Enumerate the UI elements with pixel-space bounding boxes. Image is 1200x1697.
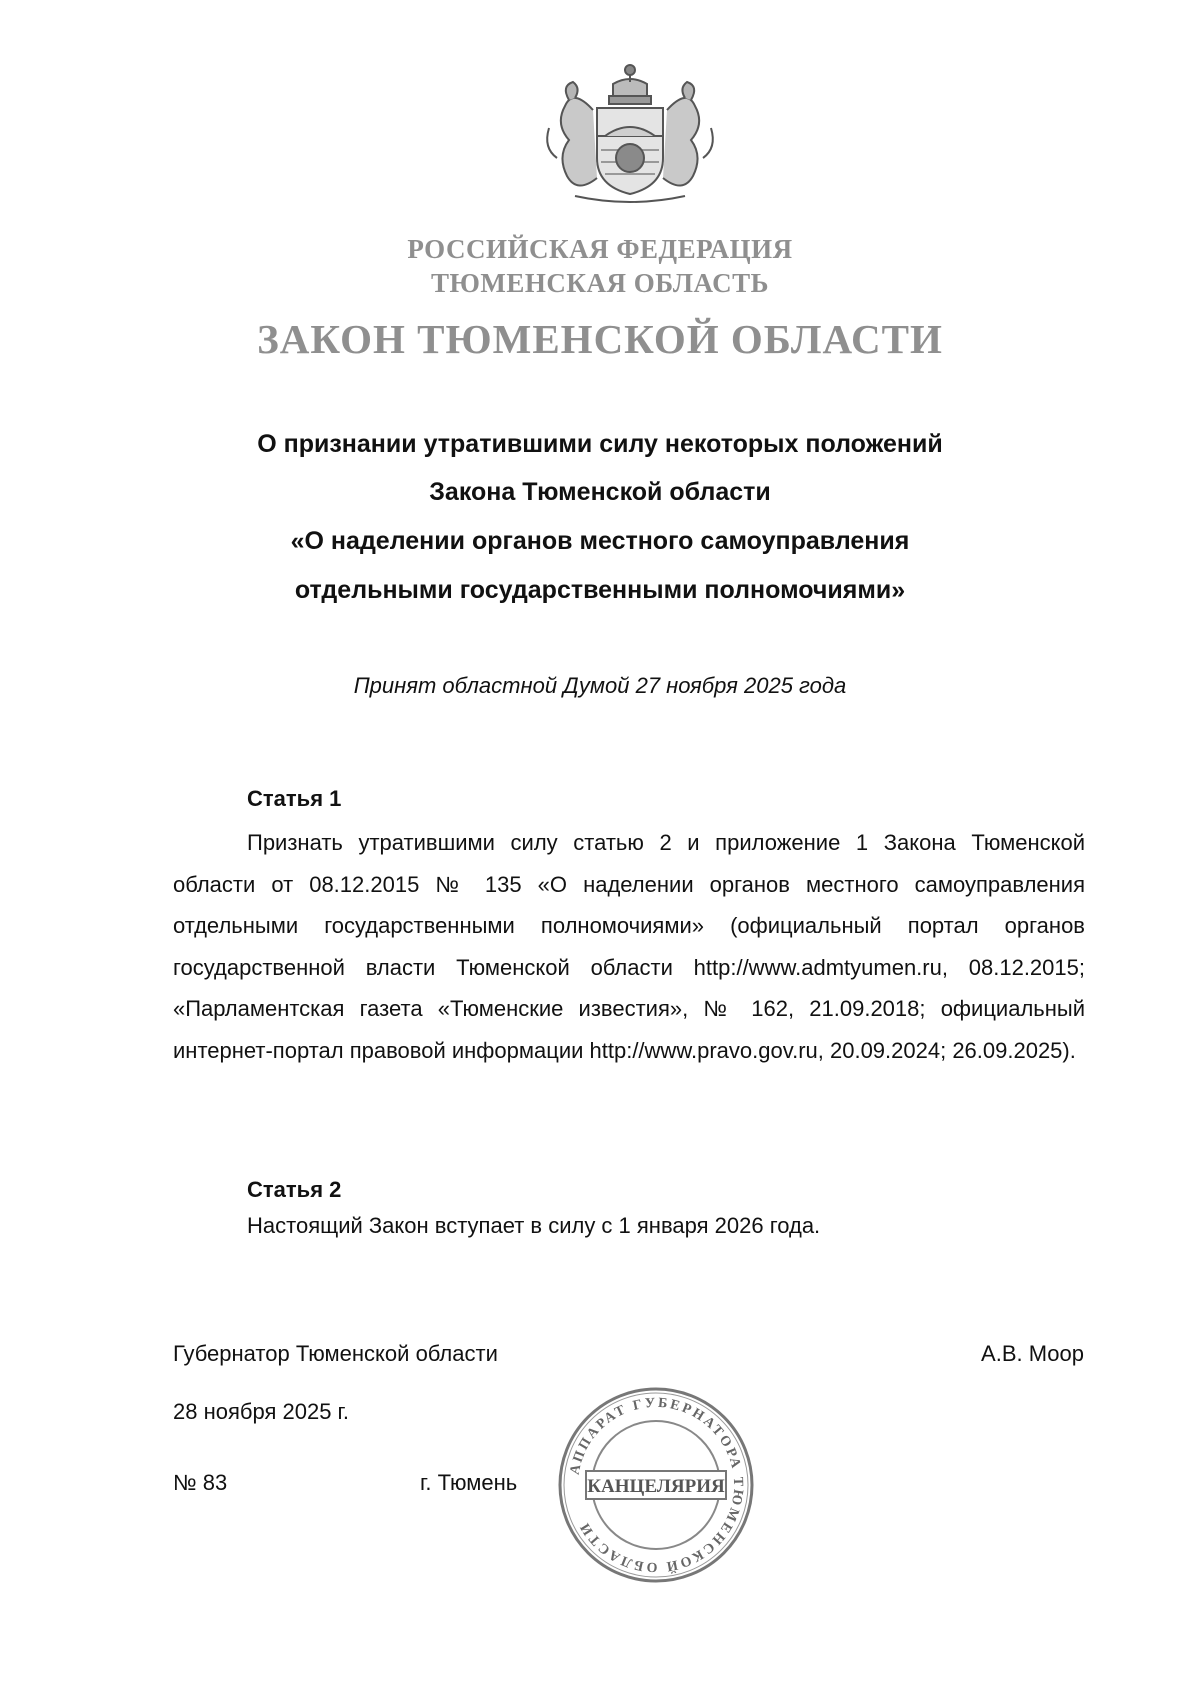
header-region: ТЮМЕНСКАЯ ОБЛАСТЬ — [430, 268, 770, 298]
article-1-heading: Статья 1 — [247, 786, 342, 811]
stamp-center-text: КАНЦЕЛЯРИЯ — [587, 1476, 725, 1497]
office-stamp — [556, 1385, 756, 1585]
law-number: № 83 — [173, 1470, 228, 1495]
stamp-ring-text: АППАРАТ ГУБЕРНАТОРА ТЮМЕНСКОЙ ОБЛАСТИ — [567, 1395, 746, 1575]
law-title-line-4: отдельными государственными полномочиями» — [294, 576, 906, 604]
header-doc-type: ЗАКОН ТЮМЕНСКОЙ ОБЛАСТИ — [257, 316, 943, 362]
article-1-text: Признать утратившими силу статью 2 и приложение 1 Закона Тюменской области от 08.12.2015 № 135 «О наделении органов местного самоуправления отдельными государственными полномочиями» (официальный портал органов государственной власти Тюменской области http://www.admtyumen.ru, 08.12.2015; «Парламентская газета «Тюменские известия», № 162, 21.09.2018; официальный интернет-портал правовой информации http://www.pravo.gov.ru, 20.09.2024; 26.09.2025). — [173, 830, 1085, 1063]
adoption-note: Принят областной Думой 27 ноября 2025 года — [353, 673, 847, 698]
governor-name: А.В. Моор — [981, 1341, 1084, 1366]
article-2-heading: Статья 2 — [247, 1177, 342, 1202]
signing-date: 28 ноября 2025 г. — [173, 1399, 349, 1424]
header-country: РОССИЙСКАЯ ФЕДЕРАЦИЯ — [407, 234, 793, 264]
article-2-text: Настоящий Закон вступает в силу с 1 января 2026 года. — [247, 1213, 821, 1238]
coat-of-arms-emblem — [535, 58, 725, 208]
law-title-line-3: «О наделении органов местного самоуправления — [290, 527, 910, 555]
signing-city: г. Тюмень — [420, 1470, 518, 1495]
governor-position: Губернатор Тюменской области — [173, 1341, 498, 1366]
law-title-line-1: О признании утратившими силу некоторых положений — [257, 430, 943, 458]
law-title-line-2: Закона Тюменской области — [429, 478, 771, 506]
